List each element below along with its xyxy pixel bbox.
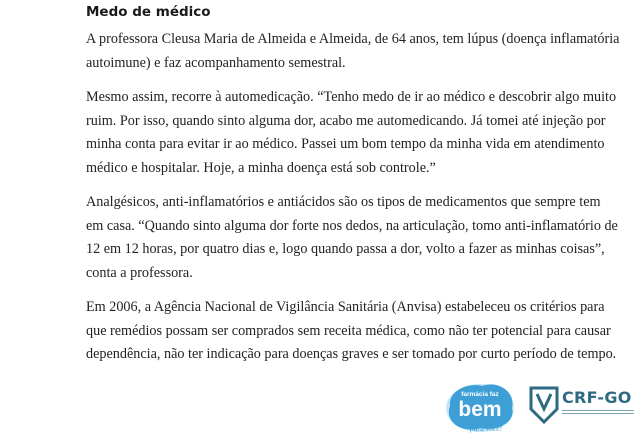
article (86, 2, 621, 378)
crf-go-name: CRF-GO (562, 388, 632, 407)
crf-tagline-lines (562, 410, 634, 416)
section-heading: Medo de médico (86, 4, 211, 20)
crf-shield-icon (528, 385, 560, 425)
bem-logo-main-text: bem (458, 398, 502, 421)
paragraph-intro: A professora Cleusa Maria de Almeida e Almeida, de 64 anos, tem lúpus (doença inflamatória autoimune) e faz acompanhamento semestral. (86, 31, 620, 71)
bem-logo-sub-text: para você! (469, 424, 503, 433)
crf-go-logo (528, 385, 636, 425)
paragraph-medications: Analgésicos, anti-inflamatórios e antiácidos são os tipos de medicamentos que sempre tem em casa. “Quando sinto alguma dor forte nos dedos, na articulação, tomo anti-inflamatório de 12 em 12 horas, por quatro dias e, logo quando passa a dor, volto a fazer as minhas coisas”, conta a professora. (86, 194, 618, 281)
bem-logo-top-text: farmácia faz (461, 391, 499, 398)
farmacia-faz-bem-logo (440, 378, 520, 436)
paragraph-anvisa: Em 2006, a Agência Nacional de Vigilância Sanitária (Anvisa) estabeleceu os critérios para que remédios possam ser comprados sem receita médica, como não ter potencial para causar dependência, não ter indicação para doenças graves e ser tomado por curto período de tempo. (86, 299, 617, 362)
farmacia-faz-bem-logo-graphic (440, 378, 520, 436)
paragraph-quote: Mesmo assim, recorre à automedicação. “Tenho medo de ir ao médico e descobrir algo muito ruim. Por isso, quando sinto alguma dor, acabo me automedicando. Já tomei até injeção por minha conta para evitar ir ao médico. Passei um bom tempo da minha vida em atendimento médico e hospitalar. Hoje, a minha doença está sob controle.” (86, 89, 617, 176)
